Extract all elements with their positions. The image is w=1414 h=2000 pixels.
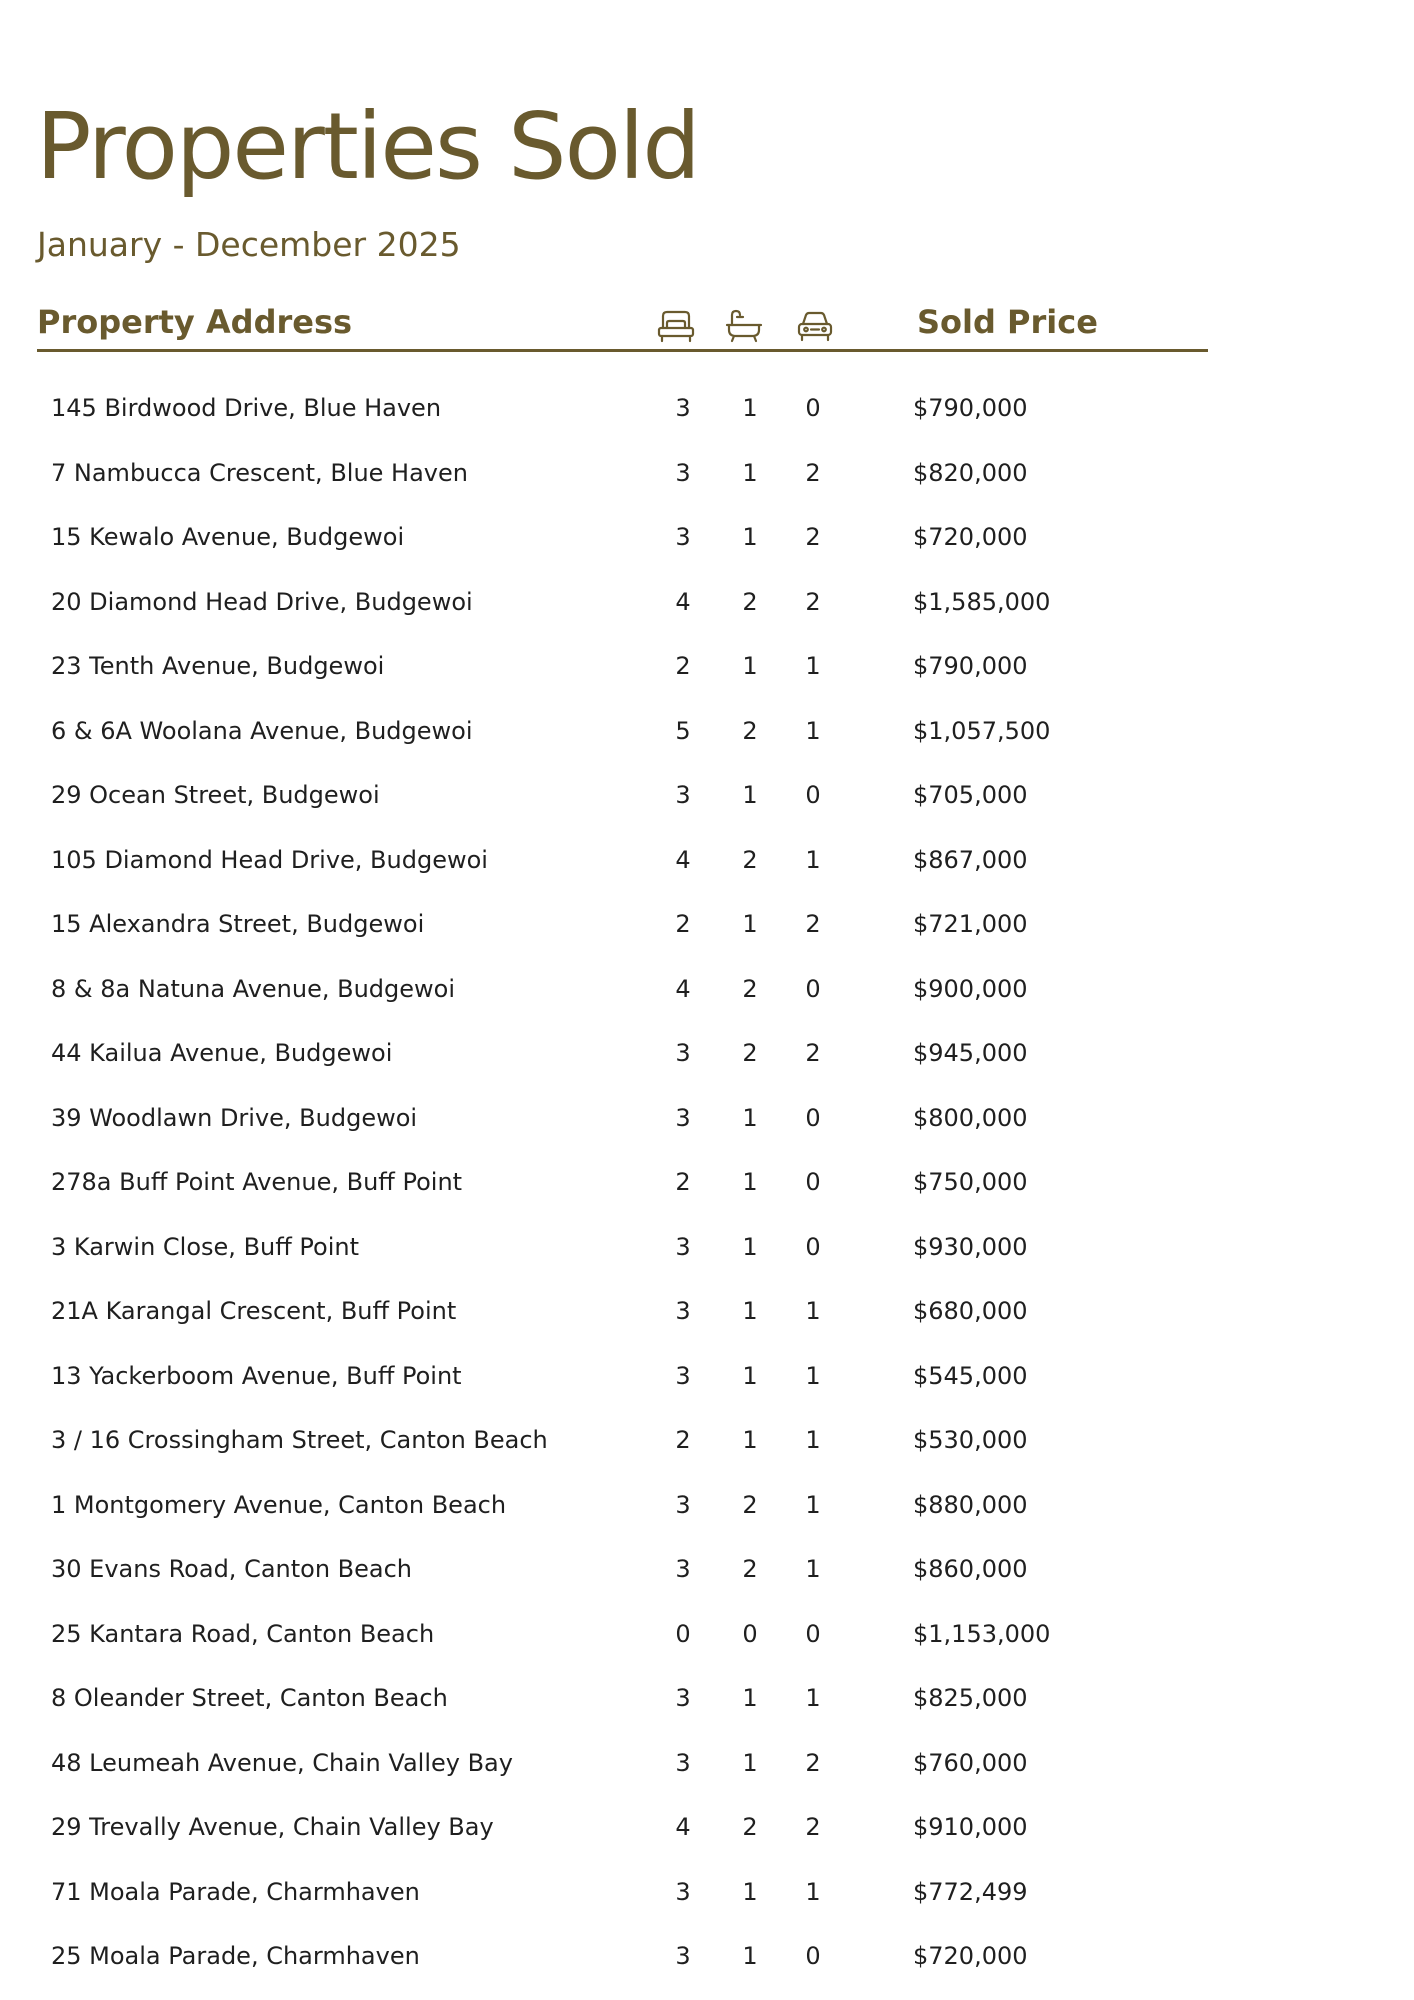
table-row — [0, 894, 1414, 959]
table-row — [0, 1668, 1414, 1733]
sold-price: $930,000 — [913, 1232, 1028, 1261]
car-space-count: 0 — [805, 781, 821, 809]
bathroom-count: 1 — [742, 1877, 758, 1906]
car-space-count: 1 — [805, 716, 821, 745]
property-address: 15 Kewalo Avenue, Budgewoi — [51, 523, 405, 551]
property-address: 15 Alexandra Street, Budgewoi — [51, 910, 425, 938]
sold-price: $772,499 — [913, 1877, 1028, 1906]
bathroom-count: 2 — [742, 1555, 758, 1583]
table-row — [0, 830, 1414, 895]
car-space-count: 1 — [805, 652, 821, 680]
property-address: 6 & 6A Woolana Avenue, Budgewoi — [51, 716, 473, 745]
property-address: 21A Karangal Crescent, Buff Point — [51, 1297, 457, 1325]
table-header — [0, 300, 1414, 350]
table-row — [0, 572, 1414, 637]
table-row — [0, 1217, 1414, 1282]
sold-price: $750,000 — [913, 1168, 1028, 1196]
property-address: 20 Diamond Head Drive, Budgewoi — [51, 587, 473, 616]
table-row — [0, 1475, 1414, 1540]
bedroom-count: 3 — [675, 1555, 691, 1583]
bathroom-count: 1 — [742, 781, 758, 809]
bathroom-count: 2 — [742, 1490, 758, 1519]
property-address: 44 Kailua Avenue, Budgewoi — [51, 1039, 393, 1067]
table-row — [0, 1539, 1414, 1604]
table-row — [0, 1604, 1414, 1669]
table-row — [0, 765, 1414, 830]
table-row — [0, 701, 1414, 766]
bedroom-count: 3 — [675, 1103, 691, 1132]
sold-price: $825,000 — [913, 1684, 1028, 1712]
sold-price: $721,000 — [913, 910, 1028, 938]
car-space-count: 2 — [805, 1813, 821, 1841]
property-address: 145 Birdwood Drive, Blue Haven — [51, 394, 442, 422]
car-space-count: 2 — [805, 910, 821, 938]
property-address: 3 / 16 Crossingham Street, Canton Beach — [51, 1426, 548, 1454]
property-address: 105 Diamond Head Drive, Budgewoi — [51, 845, 488, 874]
property-address: 25 Moala Parade, Charmhaven — [51, 1942, 420, 1970]
property-address: 29 Trevally Avenue, Chain Valley Bay — [51, 1813, 494, 1841]
property-address: 23 Tenth Avenue, Budgewoi — [51, 652, 385, 680]
bathroom-count: 1 — [742, 1361, 758, 1390]
sold-price: $820,000 — [913, 458, 1028, 487]
bedroom-count: 3 — [675, 781, 691, 809]
sold-price: $867,000 — [913, 845, 1028, 874]
sold-price: $1,153,000 — [913, 1619, 1051, 1648]
property-address: 25 Kantara Road, Canton Beach — [51, 1619, 435, 1648]
sold-price: $880,000 — [913, 1490, 1028, 1519]
sold-price: $720,000 — [913, 523, 1028, 551]
bedroom-count: 3 — [675, 1877, 691, 1906]
table-row — [0, 1281, 1414, 1346]
table-row — [0, 1862, 1414, 1927]
bedroom-count: 3 — [675, 1232, 691, 1261]
bathroom-count: 2 — [742, 587, 758, 616]
bathroom-count: 1 — [742, 523, 758, 551]
car-space-count: 2 — [805, 1039, 821, 1067]
bathroom-count: 2 — [742, 1039, 758, 1067]
table-row — [0, 1410, 1414, 1475]
car-space-count: 0 — [805, 394, 821, 422]
car-space-count: 0 — [805, 1168, 821, 1196]
bathroom-count: 1 — [742, 1168, 758, 1196]
bedroom-count: 3 — [675, 523, 691, 551]
page-subtitle: January - December 2025 — [37, 225, 461, 264]
property-address: 71 Moala Parade, Charmhaven — [51, 1877, 420, 1906]
car-space-count: 1 — [805, 1490, 821, 1519]
bath-icon — [724, 308, 764, 344]
bedroom-count: 4 — [675, 845, 691, 874]
table-row — [0, 1088, 1414, 1153]
sold-price: $680,000 — [913, 1297, 1028, 1325]
bedroom-count: 3 — [675, 1361, 691, 1390]
bedroom-count: 4 — [675, 1813, 691, 1841]
car-space-count: 1 — [805, 1555, 821, 1583]
bedroom-count: 4 — [675, 974, 691, 1003]
car-space-count: 0 — [805, 1942, 821, 1970]
bathroom-count: 1 — [742, 910, 758, 938]
table-row — [0, 443, 1414, 508]
table-row — [0, 1346, 1414, 1411]
bedroom-count: 3 — [675, 458, 691, 487]
bathroom-count: 1 — [742, 1684, 758, 1712]
column-header-address: Property Address — [37, 303, 353, 341]
table-row — [0, 959, 1414, 1024]
bedroom-count: 0 — [675, 1619, 691, 1648]
bedroom-count: 3 — [675, 1490, 691, 1519]
car-space-count: 1 — [805, 1684, 821, 1712]
bathroom-count: 1 — [742, 1297, 758, 1325]
bedroom-count: 3 — [675, 1942, 691, 1970]
car-icon — [795, 308, 835, 344]
bedroom-count: 3 — [675, 1748, 691, 1777]
bedroom-count: 3 — [675, 1684, 691, 1712]
car-space-count: 0 — [805, 1103, 821, 1132]
property-address: 1 Montgomery Avenue, Canton Beach — [51, 1490, 507, 1519]
property-address: 3 Karwin Close, Buff Point — [51, 1232, 359, 1261]
sold-price: $910,000 — [913, 1813, 1028, 1841]
sold-price: $800,000 — [913, 1103, 1028, 1132]
bathroom-count: 1 — [742, 1103, 758, 1132]
bedroom-count: 4 — [675, 587, 691, 616]
sold-price: $900,000 — [913, 974, 1028, 1003]
bathroom-count: 1 — [742, 394, 758, 422]
bathroom-count: 1 — [742, 652, 758, 680]
car-space-count: 0 — [805, 1232, 821, 1261]
bathroom-count: 1 — [742, 1232, 758, 1261]
bedroom-count: 3 — [675, 1297, 691, 1325]
property-address: 13 Yackerboom Avenue, Buff Point — [51, 1361, 462, 1390]
car-space-count: 1 — [805, 1877, 821, 1906]
property-address: 278a Buff Point Avenue, Buff Point — [51, 1168, 463, 1196]
sold-price: $860,000 — [913, 1555, 1028, 1583]
table-row — [0, 378, 1414, 443]
sold-price: $1,585,000 — [913, 587, 1051, 616]
property-address: 29 Ocean Street, Budgewoi — [51, 781, 380, 809]
table-row — [0, 636, 1414, 701]
header-divider — [37, 349, 1208, 352]
property-address: 39 Woodlawn Drive, Budgewoi — [51, 1103, 418, 1132]
bed-icon — [656, 308, 696, 344]
car-space-count: 2 — [805, 1748, 821, 1777]
bedroom-count: 3 — [675, 1039, 691, 1067]
table-row — [0, 1797, 1414, 1862]
table-row — [0, 1023, 1414, 1088]
property-address: 8 Oleander Street, Canton Beach — [51, 1684, 448, 1712]
sold-price: $945,000 — [913, 1039, 1028, 1067]
bedroom-count: 2 — [675, 1168, 691, 1196]
bathroom-count: 1 — [742, 1426, 758, 1454]
bathroom-count: 2 — [742, 716, 758, 745]
car-space-count: 2 — [805, 523, 821, 551]
bathroom-count: 1 — [742, 1942, 758, 1970]
car-space-count: 0 — [805, 1619, 821, 1648]
bathroom-count: 2 — [742, 1813, 758, 1841]
bedroom-count: 2 — [675, 910, 691, 938]
table-row — [0, 1152, 1414, 1217]
car-space-count: 2 — [805, 458, 821, 487]
sold-price: $760,000 — [913, 1748, 1028, 1777]
property-address: 8 & 8a Natuna Avenue, Budgewoi — [51, 974, 455, 1003]
bedroom-count: 3 — [675, 394, 691, 422]
sold-price: $790,000 — [913, 394, 1028, 422]
table-row — [0, 507, 1414, 572]
bathroom-count: 2 — [742, 845, 758, 874]
car-space-count: 1 — [805, 845, 821, 874]
sold-price: $530,000 — [913, 1426, 1028, 1454]
car-space-count: 1 — [805, 1297, 821, 1325]
column-header-sold-price: Sold Price — [917, 303, 1098, 341]
car-space-count: 0 — [805, 974, 821, 1003]
property-address: 48 Leumeah Avenue, Chain Valley Bay — [51, 1748, 513, 1777]
bathroom-count: 0 — [742, 1619, 758, 1648]
property-address: 7 Nambucca Crescent, Blue Haven — [51, 458, 468, 487]
bathroom-count: 2 — [742, 974, 758, 1003]
table-row — [0, 1733, 1414, 1798]
bedroom-count: 5 — [675, 716, 691, 745]
bathroom-count: 1 — [742, 1748, 758, 1777]
sold-price: $790,000 — [913, 652, 1028, 680]
property-table-body — [0, 378, 1414, 1991]
bedroom-count: 2 — [675, 1426, 691, 1454]
bathroom-count: 1 — [742, 458, 758, 487]
bedroom-count: 2 — [675, 652, 691, 680]
sold-price: $1,057,500 — [913, 716, 1051, 745]
car-space-count: 1 — [805, 1426, 821, 1454]
page-title: Properties Sold — [36, 93, 699, 200]
car-space-count: 2 — [805, 587, 821, 616]
sold-price: $545,000 — [913, 1361, 1028, 1390]
sold-price: $705,000 — [913, 781, 1028, 809]
car-space-count: 1 — [805, 1361, 821, 1390]
table-row — [0, 1926, 1414, 1991]
property-address: 30 Evans Road, Canton Beach — [51, 1555, 413, 1583]
sold-price: $720,000 — [913, 1942, 1028, 1970]
